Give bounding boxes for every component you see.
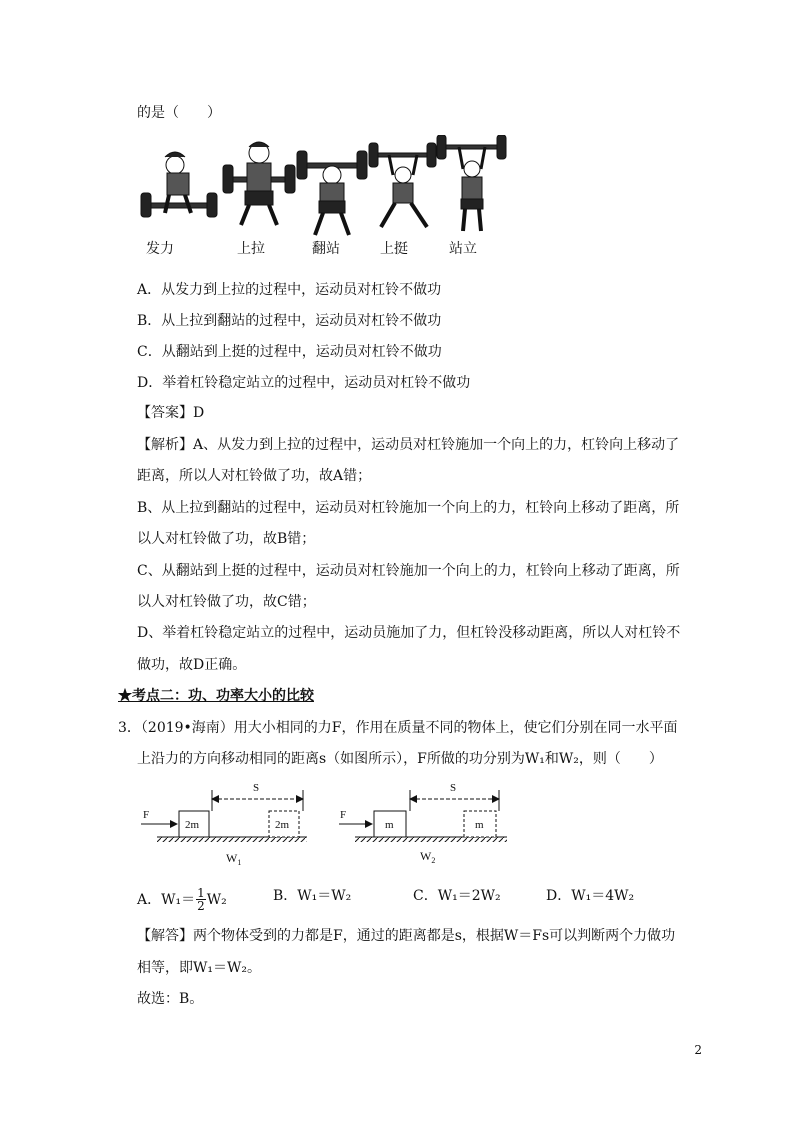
section-title: ★考点二：功、功率大小的比较 (118, 688, 314, 704)
diagram-left (141, 790, 307, 842)
page-number: 2 (694, 1043, 702, 1057)
analysis-line: 以人对杠铃做了功，故C错； (137, 594, 316, 610)
force-diagram (137, 778, 527, 873)
mass-label-left: 2m (185, 819, 200, 831)
option-d: D．举着杠铃稳定站立的过程中，运动员对杠铃不做功 (137, 375, 471, 391)
lifter-5-figure (437, 135, 506, 231)
lifter-1-figure (141, 152, 217, 217)
lifter-3-figure (297, 151, 367, 235)
question-3-options (137, 887, 227, 912)
work-label-left: $W_1$ (226, 851, 242, 867)
option-c: C．从翻站到上挺的过程中，运动员对杠铃不做功 (137, 344, 442, 360)
option-b: B．从上拉到翻站的过程中，运动员对杠铃不做功 (137, 313, 442, 329)
lifter-4-figure (369, 143, 436, 227)
question-tail: 的是（ ） (137, 105, 221, 121)
figure-label: 发力 (146, 241, 174, 257)
mass-label-left-dashed: 2m (275, 819, 290, 831)
force-label-right: F (340, 809, 347, 821)
figure-label: 站立 (449, 241, 477, 257)
question-3-line-1: 3．（2019•海南）用大小相同的力F，作用在质量不同的物体上，使它们分别在同一水平面 (118, 720, 678, 736)
force-label-left: F (143, 809, 150, 821)
solution-line: 相等，即W₁＝W₂。 (137, 960, 262, 976)
solution-line: 【解答】两个物体受到的力都是F，通过的距离都是s，根据W＝Fs可以判断两个力做功 (137, 928, 676, 944)
lifter-2-figure (223, 142, 295, 225)
analysis-line: 做功，故D正确。 (137, 657, 247, 673)
analysis-line: 【解析】A、从发力到上拉的过程中，运动员对杠铃施加一个向上的力，杠铃向上移动了 (137, 437, 680, 453)
analysis-line: B、从上拉到翻站的过程中，运动员对杠铃施加一个向上的力，杠铃向上移动了距离，所 (137, 500, 680, 516)
diagram-right (339, 790, 507, 842)
choice: 故选：B。 (137, 991, 204, 1007)
option-d: D．W₁＝4W₂ (546, 888, 635, 904)
analysis-line: 以人对杠铃做了功，故B错； (137, 531, 316, 547)
analysis-line: C、从翻站到上挺的过程中，运动员对杠铃施加一个向上的力，杠铃向上移动了距离，所 (137, 563, 680, 579)
option-c: C．W₁＝2W₂ (413, 888, 501, 904)
mass-label-right-dashed: m (475, 819, 484, 831)
option-b: B．W₁＝W₂ (273, 888, 352, 904)
analysis-line: 距离，所以人对杠铃做了功，故A错； (137, 468, 372, 484)
distance-label-right: S (450, 782, 457, 794)
figure-label: 上拉 (237, 241, 265, 257)
option-a: A．W₁＝ $\frac{1}{2}$ W₂ (137, 886, 227, 913)
figure-label: 上挺 (380, 241, 408, 257)
mass-label-right: m (385, 819, 394, 831)
question-3-line-2: 上沿力的方向移动相同的距离s（如图所示），F所做的功分别为W₁和W₂，则（ ） (137, 751, 663, 767)
option-a: A．从发力到上拉的过程中，运动员对杠铃不做功 (137, 282, 442, 298)
analysis-line: D、举着杠铃稳定站立的过程中，运动员施加了力，但杠铃没移动距离，所以人对杠铃不 (137, 625, 681, 641)
fraction: $\frac{1}{2}$ (197, 886, 205, 913)
work-label-right: $W_2$ (420, 849, 436, 865)
figure-label: 翻站 (312, 241, 340, 257)
distance-label-left: S (253, 782, 260, 794)
answer: 【答案】D (137, 405, 205, 421)
